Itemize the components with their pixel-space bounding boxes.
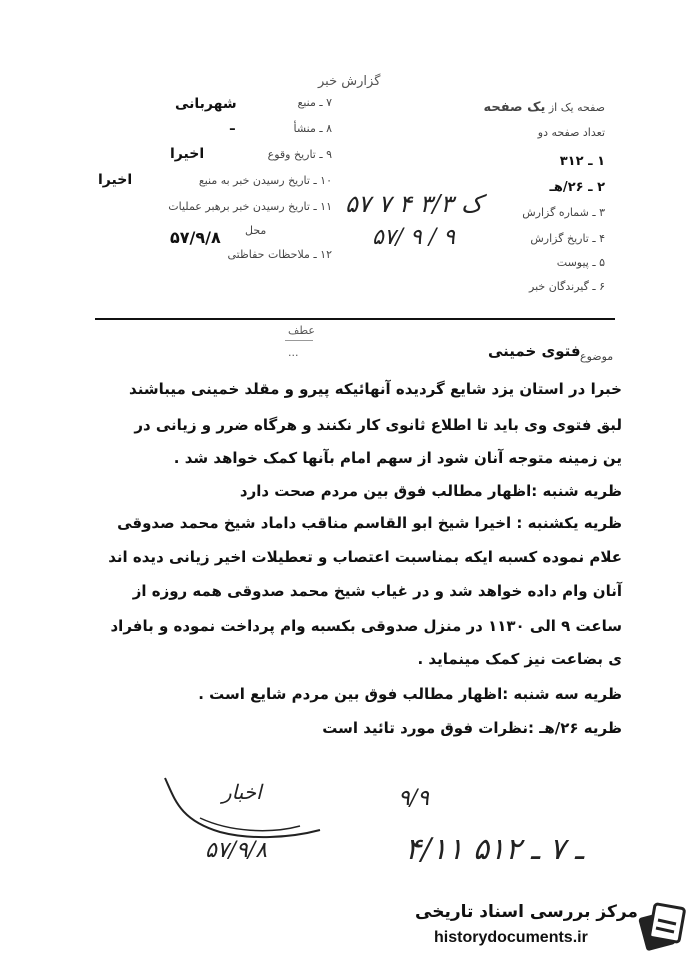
body-line-4: ظریه شنبه :اظهار مطالب فوق بین مردم صحت دارد xyxy=(239,482,622,500)
body-line-9: ی بضاعت نیز کمک مینماید . xyxy=(417,650,622,668)
signature-2: ۹/۹ xyxy=(398,786,430,811)
subject-value: فتوی خمینی xyxy=(488,342,581,360)
field-1: ۱ ـ ۳۱۲ xyxy=(559,154,605,169)
receipt-ops-value: ۵۷/۹/۸ xyxy=(170,228,221,247)
reference-divider xyxy=(285,340,313,341)
source-label: ۷ ـ منبع xyxy=(297,96,332,109)
body-line-1: خبرا در استان یزد شایع گردیده آنهائیکه پیرو و مقلد خمینی میباشند xyxy=(129,380,622,398)
signature-1: اخبار xyxy=(222,780,262,804)
place-label: محل xyxy=(245,224,267,237)
page-count: تعداد صفحه دو xyxy=(537,126,605,139)
watermark-logo-icon xyxy=(636,900,688,952)
report-date-label: ۴ ـ تاریخ گزارش xyxy=(530,232,605,245)
origin-label: ۸ ـ منشأ xyxy=(293,122,332,135)
body-line-8: ساعت ۹ الی ۱۱۳۰ در منزل صدوقی بکسبه وام پرداخت نموده و بافراد xyxy=(110,617,622,635)
page-of-label: صفحه یک از xyxy=(548,101,605,114)
attachment-label: ۵ ـ پیوست xyxy=(556,256,605,269)
signature-flourish-stroke-2 xyxy=(200,818,300,831)
body-line-6: علام نموده کسبه ایکه بمناسبت اعتصاب و تعطیلات اخیر زیانی دیده اند xyxy=(108,548,622,566)
protection-notes-label: ۱۲ ـ ملاحظات حفاظتی xyxy=(227,248,332,261)
signature-3-date: ۵۷/۹/۸ xyxy=(205,838,268,863)
watermark-url: historydocuments.ir xyxy=(434,929,588,946)
body-line-2: لبق فتوی وی باید تا اطلاع ثانوی کار نکنند و هرگاه ضرر و زیانی در xyxy=(134,416,622,434)
subject-label: موضوع xyxy=(580,350,614,363)
page-of-value: یک صفحه xyxy=(483,100,546,115)
occurrence-date-label: ۹ ـ تاریخ وقوع xyxy=(267,148,332,161)
signature-4-number: ۴/۱۱ ـ ۷ ـ ۵۱۲ xyxy=(405,832,584,867)
body-line-5: ظریه یکشنبه : اخیرا شیخ ابو القاسم مناقب داماد شیخ محمد صدوقی xyxy=(117,514,622,532)
report-number-label: ۳ ـ شماره گزارش xyxy=(522,206,605,219)
receipt-source-value: اخیرا xyxy=(98,172,133,188)
body-line-10: ظریه سه شنبه :اظهار مطالب فوق بین مردم شایع است . xyxy=(198,685,622,703)
field-2: ۲ ـ ۲۶/هـ xyxy=(549,180,605,195)
signature-strokes xyxy=(0,760,700,890)
receipt-ops-label: ۱۱ ـ تاریخ رسیدن خبر برهبر عملیات xyxy=(168,200,332,213)
watermark-name: مرکز بررسی اسناد تاریخی xyxy=(415,902,638,922)
reference-value: ... xyxy=(288,346,299,359)
body-line-11: ظریه ۲۶/هـ :نظرات فوق مورد تائید است xyxy=(322,719,622,737)
page-of-field xyxy=(400,100,605,115)
reference-label: عطف xyxy=(288,324,315,337)
receipt-source-label: ۱۰ ـ تاریخ رسیدن خبر به منبع xyxy=(198,174,332,187)
header-divider xyxy=(95,318,615,320)
body-line-3: ین زمینه متوجه آنان شود از سهم امام بآنها کمک خواهد شد . xyxy=(173,449,622,467)
occurrence-date-value: اخیرا xyxy=(170,146,205,162)
handwritten-report-date: ۵۷/ ۹ / ۹ xyxy=(372,225,456,250)
source-value: شهربانی xyxy=(175,96,237,112)
recipients-label: ۶ ـ گیرندگان خبر xyxy=(529,280,605,293)
body-line-7: آنان وام داده خواهد شد و در غیاب شیخ محمد صدوقی همه روزه از xyxy=(132,582,622,600)
origin-value: ـ xyxy=(230,118,235,134)
handwritten-report-number: ۵۷ ۷ ۴ ۳/۳ ک xyxy=(345,190,483,218)
header-title: گزارش خبر xyxy=(318,74,381,89)
